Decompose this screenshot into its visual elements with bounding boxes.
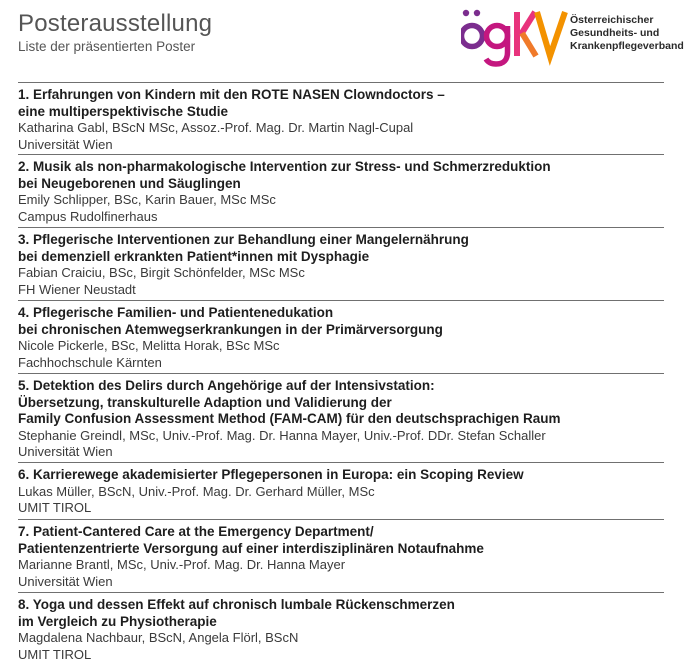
poster-institution: Fachhochschule Kärnten (18, 354, 162, 370)
logo-line: Österreichischer (570, 14, 654, 26)
poster-title: 7. Patient-Cantered Care at the Emergency Department/ (18, 524, 374, 539)
oegkv-logo (461, 4, 691, 70)
poster-title: bei chronischen Atemwegserkrankungen in der Primärversorgung (18, 321, 443, 337)
poster-institution: UMIT TIROL (18, 646, 92, 662)
poster-title: eine multiperspektivische Studie (18, 103, 229, 119)
poster-title: bei Neugeborenen und Säuglingen (18, 175, 241, 191)
poster-title: 1. Erfahrungen von Kindern mit den ROTE NASEN Clowndoctors – (18, 87, 445, 102)
poster-institution: Universität Wien (18, 573, 113, 589)
poster-institution: Campus Rudolfinerhaus (18, 208, 158, 224)
logo-line: Krankenpflegeverband (570, 40, 684, 52)
poster-title: bei demenziell erkrankten Patient*innen mit Dysphagie (18, 248, 370, 264)
logo-line: Gesundheits- und (570, 27, 660, 39)
poster-title: 3. Pflegerische Interventionen zur Behandlung einer Mangelernährung (18, 232, 469, 247)
poster-title: im Vergleich zu Physiotherapie (18, 613, 217, 629)
poster-authors: Nicole Pickerle, BSc, Melitta Horak, BSc MSc (18, 338, 280, 353)
poster-entry (18, 519, 664, 592)
page-subtitle: Liste der präsentierten Poster (18, 39, 196, 54)
poster-title: 6. Karrierewege akademisierter Pflegepersonen in Europa: ein Scoping Review (18, 467, 524, 482)
poster-authors: Stephanie Greindl, MSc, Univ.-Prof. Mag. Dr. Hanna Mayer, Univ.-Prof. DDr. Stefan Schaller (18, 427, 546, 443)
poster-title: 5. Detektion des Delirs durch Angehörige auf der Intensivstation: (18, 378, 435, 393)
poster-authors: Magdalena Nachbaur, BScN, Angela Flörl, BScN (18, 630, 299, 645)
poster-title: Patientenzentrierte Versorgung auf einer interdisziplinären Notaufnahme (18, 540, 484, 556)
poster-entry (18, 462, 664, 519)
poster-entry (18, 227, 664, 300)
poster-institution: Universität Wien (18, 444, 113, 459)
poster-authors: Lukas Müller, BScN, Univ.-Prof. Mag. Dr. Gerhard Müller, MSc (18, 483, 375, 499)
poster-authors: Emily Schlipper, BSc, Karin Bauer, MSc MSc (18, 192, 276, 207)
poster-institution: UMIT TIROL (18, 500, 92, 515)
poster-title: Übersetzung, transkulturelle Adaption und Validierung der (18, 394, 392, 410)
logo-text (570, 14, 684, 53)
poster-authors: Marianne Brantl, MSc, Univ.-Prof. Mag. Dr. Hanna Mayer (18, 557, 346, 572)
poster-entry (18, 373, 664, 462)
page-header (18, 10, 212, 55)
poster-title: 2. Musik als non-pharmakologische Intervention zur Stress- und Schmerzreduktion (18, 159, 551, 174)
oegkv-logo-mark (461, 4, 571, 70)
poster-entry (18, 154, 664, 227)
poster-title: 8. Yoga und dessen Effekt auf chronisch lumbale Rückenschmerzen (18, 597, 455, 612)
poster-entry (18, 300, 664, 373)
poster-list (18, 82, 664, 664)
poster-title: 4. Pflegerische Familien- und Patientenedukation (18, 305, 334, 320)
poster-institution: FH Wiener Neustadt (18, 281, 136, 297)
page-title: Posterausstellung (18, 10, 213, 37)
poster-authors: Katharina Gabl, BScN MSc, Assoz.-Prof. Mag. Dr. Martin Nagl-Cupal (18, 120, 414, 135)
poster-entry (18, 82, 664, 154)
poster-entry (18, 592, 664, 664)
poster-title: Family Confusion Assessment Method (FAM-CAM) für den deutschsprachigen Raum (18, 411, 561, 426)
poster-authors: Fabian Craiciu, BSc, Birgit Schönfelder, MSc MSc (18, 265, 305, 280)
poster-institution: Universität Wien (18, 136, 113, 152)
